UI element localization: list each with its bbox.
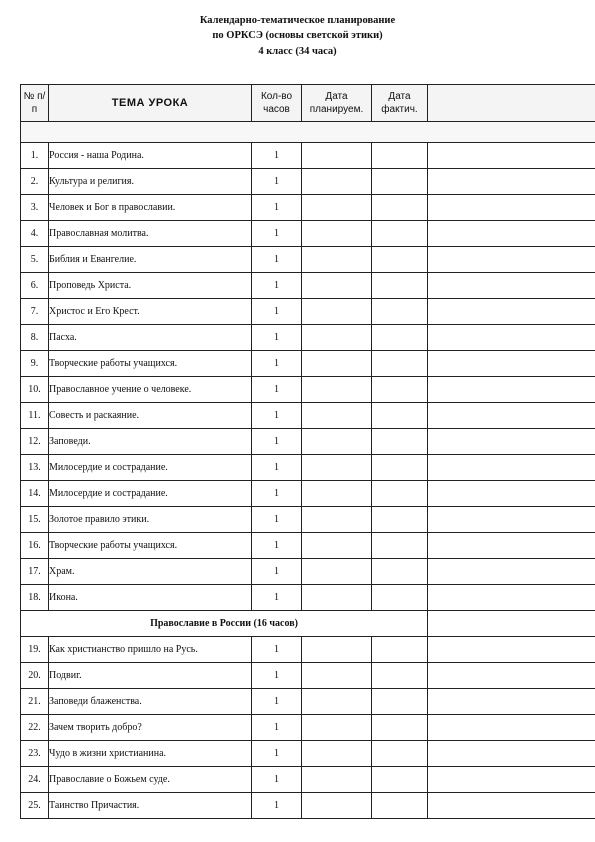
actual-date-cell <box>372 299 428 325</box>
notes-cell <box>428 455 595 481</box>
planned-date-cell <box>302 221 372 247</box>
lesson-topic-cell: Золотое правило этики. <box>49 507 252 533</box>
notes-cell <box>428 715 595 741</box>
notes-cell <box>428 273 595 299</box>
planned-date-cell <box>302 507 372 533</box>
lesson-hours-cell: 1 <box>252 715 302 741</box>
section-empty-cell <box>428 611 595 637</box>
lesson-number-cell: 12. <box>21 429 49 455</box>
lesson-topic-cell: Православие о Божьем суде. <box>49 767 252 793</box>
planned-date-cell <box>302 325 372 351</box>
notes-cell <box>428 195 595 221</box>
lesson-hours-cell: 1 <box>252 377 302 403</box>
lesson-hours-cell: 1 <box>252 481 302 507</box>
lesson-topic-cell: Россия - наша Родина. <box>49 143 252 169</box>
table-row <box>21 715 595 741</box>
table-row <box>21 143 595 169</box>
lesson-hours-cell: 1 <box>252 221 302 247</box>
col-header-actual-date: Дата фактич. <box>372 85 428 122</box>
table-row <box>21 221 595 247</box>
planned-date-cell <box>302 403 372 429</box>
planned-date-cell <box>302 637 372 663</box>
col-header-hours: Кол-во часов <box>252 85 302 122</box>
planned-date-cell <box>302 533 372 559</box>
lesson-hours-cell: 1 <box>252 247 302 273</box>
actual-date-cell <box>372 767 428 793</box>
lesson-hours-cell: 1 <box>252 559 302 585</box>
notes-cell <box>428 247 595 273</box>
lesson-hours-cell: 1 <box>252 637 302 663</box>
lesson-topic-cell: Творческие работы учащихся. <box>49 533 252 559</box>
col-header-number: № п/п <box>21 85 49 122</box>
lesson-topic-cell: Православное учение о человеке. <box>49 377 252 403</box>
lesson-topic-cell: Милосердие и сострадание. <box>49 455 252 481</box>
notes-cell <box>428 585 595 611</box>
lesson-plan-body <box>21 85 595 819</box>
lesson-topic-cell: Таинство Причастия. <box>49 793 252 819</box>
planned-date-cell <box>302 299 372 325</box>
notes-cell <box>428 325 595 351</box>
actual-date-cell <box>372 663 428 689</box>
lesson-number-cell: 1. <box>21 143 49 169</box>
table-row <box>21 507 595 533</box>
lesson-topic-cell: Творческие работы учащихся. <box>49 351 252 377</box>
table-row <box>21 767 595 793</box>
actual-date-cell <box>372 481 428 507</box>
planned-date-cell <box>302 663 372 689</box>
lesson-hours-cell: 1 <box>252 793 302 819</box>
notes-cell <box>428 533 595 559</box>
actual-date-cell <box>372 715 428 741</box>
table-row <box>21 377 595 403</box>
actual-date-cell <box>372 221 428 247</box>
section-spacer-row <box>21 122 595 143</box>
notes-cell <box>428 507 595 533</box>
table-row <box>21 351 595 377</box>
actual-date-cell <box>372 195 428 221</box>
lesson-number-cell: 8. <box>21 325 49 351</box>
actual-date-cell <box>372 273 428 299</box>
lesson-number-cell: 22. <box>21 715 49 741</box>
class-hours-caption: 4 класс (34 часа) <box>258 46 337 57</box>
notes-cell <box>428 221 595 247</box>
planned-date-cell <box>302 481 372 507</box>
lesson-number-cell: 7. <box>21 299 49 325</box>
lesson-hours-cell: 1 <box>252 585 302 611</box>
lesson-hours-cell: 1 <box>252 689 302 715</box>
actual-date-cell <box>372 507 428 533</box>
lesson-hours-cell: 1 <box>252 143 302 169</box>
col-header-planned-date: Дата планируем. <box>302 85 372 122</box>
actual-date-cell <box>372 247 428 273</box>
lesson-topic-cell: Проповедь Христа. <box>49 273 252 299</box>
lesson-hours-cell: 1 <box>252 663 302 689</box>
lesson-number-cell: 2. <box>21 169 49 195</box>
notes-cell <box>428 637 595 663</box>
lesson-topic-cell: Заповеди блаженства. <box>49 689 252 715</box>
lesson-hours-cell: 1 <box>252 455 302 481</box>
actual-date-cell <box>372 585 428 611</box>
table-row <box>21 195 595 221</box>
table-row <box>21 793 595 819</box>
lesson-hours-cell: 1 <box>252 767 302 793</box>
table-row <box>21 637 595 663</box>
notes-cell <box>428 143 595 169</box>
notes-cell <box>428 481 595 507</box>
lesson-topic-cell: Человек и Бог в православии. <box>49 195 252 221</box>
lesson-plan-table <box>20 84 595 819</box>
table-row <box>21 689 595 715</box>
table-row <box>21 429 595 455</box>
actual-date-cell <box>372 377 428 403</box>
lesson-number-cell: 3. <box>21 195 49 221</box>
lesson-hours-cell: 1 <box>252 169 302 195</box>
lesson-number-cell: 21. <box>21 689 49 715</box>
lesson-topic-cell: Христос и Его Крест. <box>49 299 252 325</box>
document-subtitle: по ОРКСЭ (основы светской этики) <box>212 30 383 41</box>
notes-cell <box>428 767 595 793</box>
planned-date-cell <box>302 559 372 585</box>
planned-date-cell <box>302 715 372 741</box>
lesson-hours-cell: 1 <box>252 273 302 299</box>
notes-cell <box>428 689 595 715</box>
lesson-number-cell: 10. <box>21 377 49 403</box>
document-title: Календарно-тематическое планирование <box>199 15 396 26</box>
planned-date-cell <box>302 741 372 767</box>
notes-cell <box>428 377 595 403</box>
lesson-hours-cell: 1 <box>252 429 302 455</box>
notes-cell <box>428 169 595 195</box>
table-row <box>21 533 595 559</box>
lesson-topic-cell: Зачем творить добро? <box>49 715 252 741</box>
table-row <box>21 325 595 351</box>
lesson-number-cell: 4. <box>21 221 49 247</box>
notes-cell <box>428 793 595 819</box>
planned-date-cell <box>302 247 372 273</box>
actual-date-cell <box>372 403 428 429</box>
lesson-number-cell: 17. <box>21 559 49 585</box>
lesson-hours-cell: 1 <box>252 351 302 377</box>
table-row <box>21 455 595 481</box>
lesson-topic-cell: Культура и религия. <box>49 169 252 195</box>
actual-date-cell <box>372 351 428 377</box>
actual-date-cell <box>372 793 428 819</box>
lesson-topic-cell: Библия и Евангелие. <box>49 247 252 273</box>
notes-cell <box>428 403 595 429</box>
spacer-cell <box>21 122 595 143</box>
planned-date-cell <box>302 689 372 715</box>
lesson-hours-cell: 1 <box>252 325 302 351</box>
planned-date-cell <box>302 351 372 377</box>
planned-date-cell <box>302 195 372 221</box>
lesson-hours-cell: 1 <box>252 195 302 221</box>
planned-date-cell <box>302 169 372 195</box>
planned-date-cell <box>302 143 372 169</box>
lesson-topic-cell: Православная молитва. <box>49 221 252 247</box>
table-row <box>21 481 595 507</box>
table-row <box>21 741 595 767</box>
actual-date-cell <box>372 143 428 169</box>
table-row <box>21 585 595 611</box>
lesson-number-cell: 11. <box>21 403 49 429</box>
lesson-number-cell: 19. <box>21 637 49 663</box>
actual-date-cell <box>372 325 428 351</box>
lesson-number-cell: 18. <box>21 585 49 611</box>
actual-date-cell <box>372 169 428 195</box>
lesson-number-cell: 6. <box>21 273 49 299</box>
lesson-topic-cell: Как христианство пришло на Русь. <box>49 637 252 663</box>
lesson-number-cell: 25. <box>21 793 49 819</box>
section-title: Православие в России (16 часов) <box>21 611 428 637</box>
lesson-hours-cell: 1 <box>252 507 302 533</box>
table-row <box>21 299 595 325</box>
notes-cell <box>428 351 595 377</box>
lesson-topic-cell: Милосердие и сострадание. <box>49 481 252 507</box>
lesson-topic-cell: Пасха. <box>49 325 252 351</box>
actual-date-cell <box>372 533 428 559</box>
lesson-number-cell: 14. <box>21 481 49 507</box>
section-header-row <box>21 611 595 637</box>
lesson-number-cell: 9. <box>21 351 49 377</box>
actual-date-cell <box>372 637 428 663</box>
planned-date-cell <box>302 585 372 611</box>
planned-date-cell <box>302 793 372 819</box>
notes-cell <box>428 663 595 689</box>
planned-date-cell <box>302 377 372 403</box>
notes-cell <box>428 559 595 585</box>
notes-cell <box>428 741 595 767</box>
lesson-topic-cell: Совесть и раскаяние. <box>49 403 252 429</box>
col-header-topic: ТЕМА УРОКА <box>49 85 252 122</box>
table-row <box>21 273 595 299</box>
table-row <box>21 403 595 429</box>
planned-date-cell <box>302 767 372 793</box>
lesson-number-cell: 20. <box>21 663 49 689</box>
actual-date-cell <box>372 455 428 481</box>
planned-date-cell <box>302 273 372 299</box>
lesson-topic-cell: Подвиг. <box>49 663 252 689</box>
lesson-hours-cell: 1 <box>252 533 302 559</box>
lesson-hours-cell: 1 <box>252 741 302 767</box>
lesson-topic-cell: Икона. <box>49 585 252 611</box>
table-row <box>21 559 595 585</box>
lesson-number-cell: 16. <box>21 533 49 559</box>
planned-date-cell <box>302 455 372 481</box>
notes-cell <box>428 299 595 325</box>
col-header-notes <box>428 85 595 122</box>
actual-date-cell <box>372 559 428 585</box>
lesson-hours-cell: 1 <box>252 299 302 325</box>
lesson-number-cell: 23. <box>21 741 49 767</box>
table-row <box>21 169 595 195</box>
table-header-row <box>21 85 595 122</box>
lesson-number-cell: 13. <box>21 455 49 481</box>
lesson-topic-cell: Заповеди. <box>49 429 252 455</box>
notes-cell <box>428 429 595 455</box>
actual-date-cell <box>372 429 428 455</box>
actual-date-cell <box>372 689 428 715</box>
lesson-topic-cell: Чудо в жизни христианина. <box>49 741 252 767</box>
planned-date-cell <box>302 429 372 455</box>
lesson-number-cell: 24. <box>21 767 49 793</box>
lesson-topic-cell: Храм. <box>49 559 252 585</box>
table-row <box>21 663 595 689</box>
lesson-hours-cell: 1 <box>252 403 302 429</box>
lesson-number-cell: 5. <box>21 247 49 273</box>
lesson-number-cell: 15. <box>21 507 49 533</box>
table-row <box>21 247 595 273</box>
actual-date-cell <box>372 741 428 767</box>
